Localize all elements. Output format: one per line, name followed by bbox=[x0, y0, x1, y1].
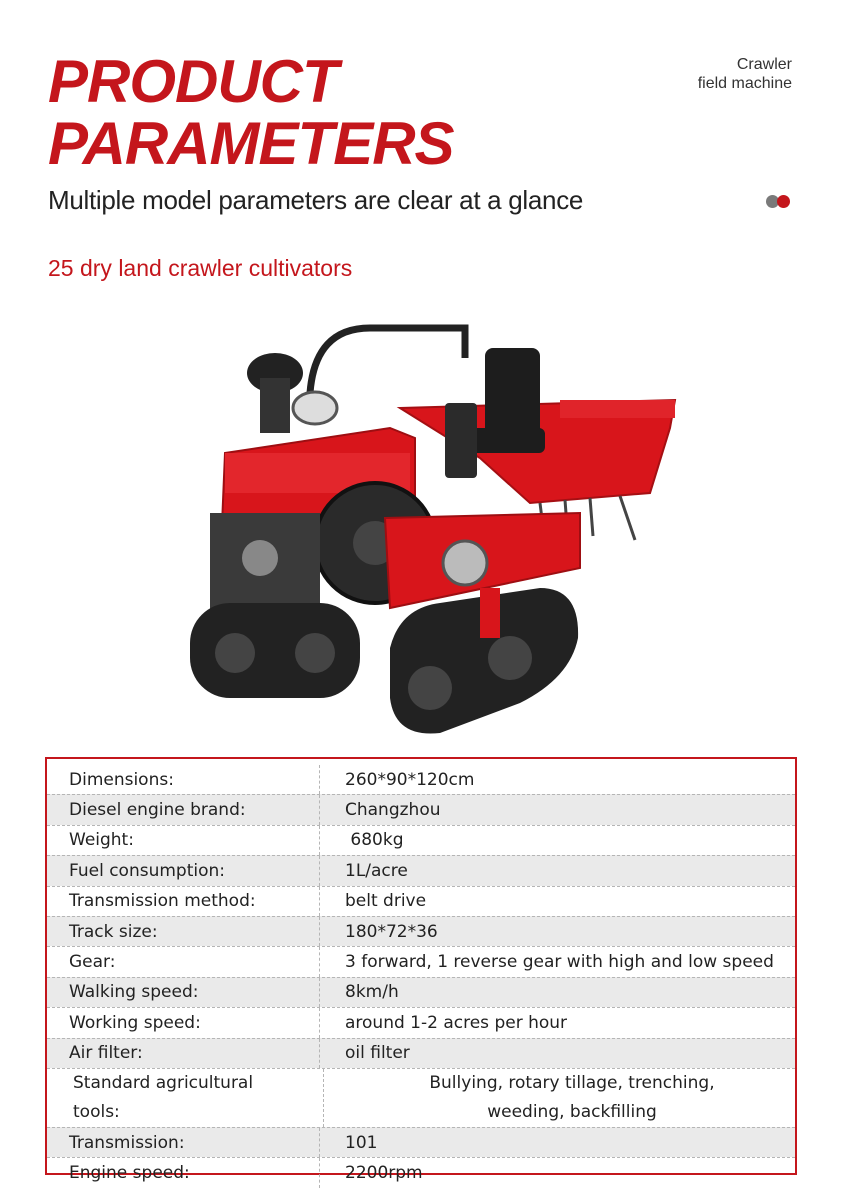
category-tag-line-1: Crawler bbox=[736, 56, 792, 73]
spec-row-fuel bbox=[47, 855, 795, 885]
category-tag-line-2: field machine bbox=[697, 75, 792, 92]
spec-row-track-size bbox=[47, 916, 795, 946]
spec-value: 260*90*120cm bbox=[319, 765, 795, 794]
spec-value: 101 bbox=[319, 1128, 795, 1157]
spec-label: Weight: bbox=[69, 830, 134, 851]
spec-label: Transmission method: bbox=[69, 891, 256, 912]
spec-label: Engine speed: bbox=[69, 1162, 190, 1183]
spec-row-engine-brand bbox=[47, 794, 795, 824]
spec-row-tools bbox=[47, 1068, 795, 1127]
spec-value: 1L/acre bbox=[319, 856, 795, 885]
spec-row-transmission bbox=[47, 1127, 795, 1157]
product-name: 25 dry land crawler cultivators bbox=[48, 255, 353, 281]
spec-value: Changzhou bbox=[319, 795, 795, 824]
spec-value: around 1-2 acres per hour bbox=[319, 1008, 795, 1037]
spec-label: Working speed: bbox=[69, 1012, 201, 1033]
spec-row-gear bbox=[47, 946, 795, 976]
spec-table bbox=[45, 757, 797, 1183]
category-tag bbox=[698, 55, 792, 93]
spec-label: Track size: bbox=[69, 921, 158, 942]
spec-value: 180*72*36 bbox=[319, 917, 795, 946]
spec-label: Dimensions: bbox=[69, 769, 174, 790]
spec-row-walking-speed bbox=[47, 977, 795, 1007]
spec-value: oil filter bbox=[319, 1039, 795, 1068]
red-dot bbox=[777, 195, 790, 208]
spec-label: Gear: bbox=[69, 952, 116, 973]
subtitle: Multiple model parameters are clear at a glance bbox=[48, 185, 584, 215]
spec-row-working-speed bbox=[47, 1007, 795, 1037]
spec-row-engine-speed bbox=[47, 1157, 795, 1187]
spec-label: Diesel engine brand: bbox=[69, 800, 246, 821]
crawler-cultivator-image bbox=[180, 318, 680, 743]
spec-value: 8km/h bbox=[319, 978, 795, 1007]
spec-row-weight bbox=[47, 825, 795, 855]
spec-label-line-2: tools: bbox=[73, 1101, 120, 1122]
title-line-2: PARAMETERS bbox=[48, 110, 454, 177]
spec-label: Air filter: bbox=[69, 1043, 143, 1064]
spec-value-line-1: Bullying, rotary tillage, trenching, bbox=[429, 1072, 715, 1093]
spec-value: 2200rpm bbox=[319, 1158, 795, 1187]
spec-label: Walking speed: bbox=[69, 982, 199, 1003]
spec-row-dimensions bbox=[47, 765, 795, 794]
spec-row-air-filter bbox=[47, 1038, 795, 1068]
title-line-1: PRODUCT bbox=[48, 48, 338, 115]
spec-value: belt drive bbox=[319, 887, 795, 916]
spec-value-line-2: weeding, backfilling bbox=[487, 1101, 657, 1122]
spec-label bbox=[47, 1069, 323, 1127]
spec-value bbox=[323, 1069, 795, 1127]
spec-label: Transmission: bbox=[69, 1132, 185, 1153]
spec-label-line-1: Standard agricultural bbox=[73, 1072, 254, 1093]
spec-value: 680kg bbox=[319, 826, 795, 855]
spec-value: 3 forward, 1 reverse gear with high and low speed bbox=[319, 947, 795, 976]
spec-row-transmission-method bbox=[47, 886, 795, 916]
decorative-dots bbox=[766, 195, 792, 209]
spec-label: Fuel consumption: bbox=[69, 860, 226, 881]
